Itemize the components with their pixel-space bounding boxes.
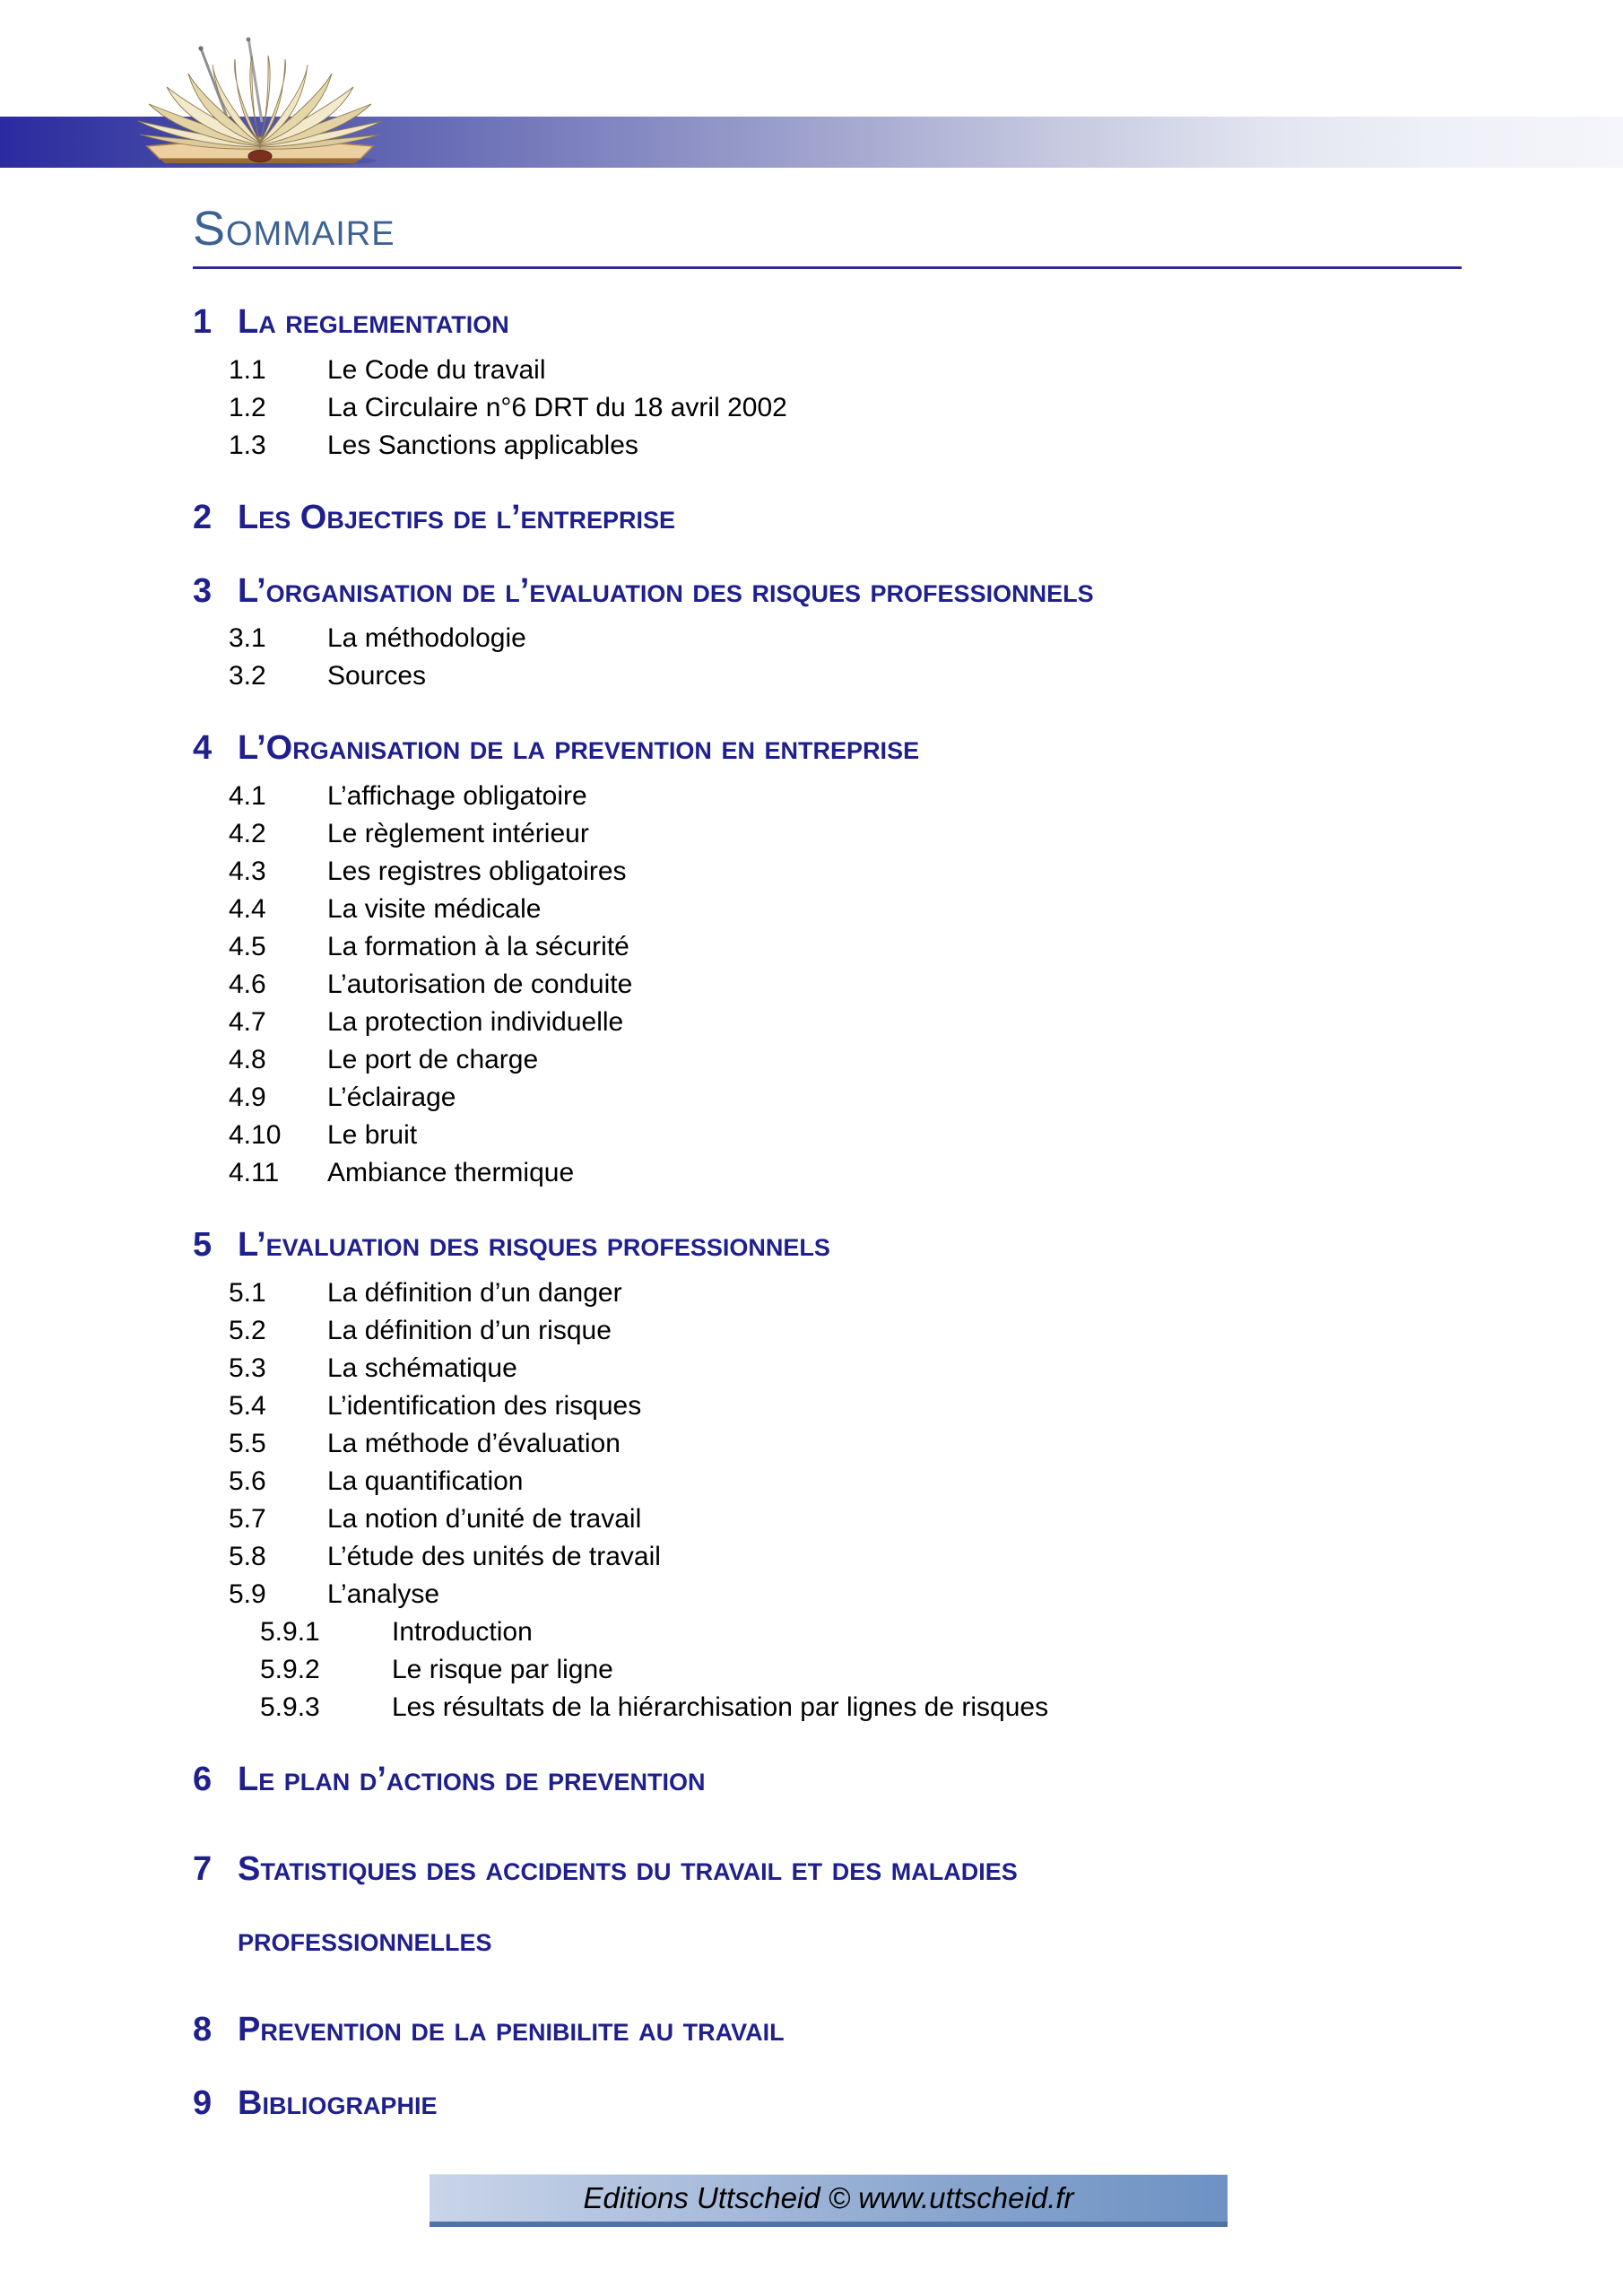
toc-item bbox=[193, 1274, 1462, 1312]
item-label: L’autorisation de conduite bbox=[327, 970, 633, 1000]
item-label: Introduction bbox=[392, 1616, 533, 1647]
section-title: L’organisation de l’evaluation des risques professionnels bbox=[238, 571, 1094, 610]
section-heading bbox=[193, 1226, 1462, 1265]
toc-section bbox=[193, 572, 1462, 696]
toc-item bbox=[193, 1041, 1462, 1079]
item-label: Le règlement intérieur bbox=[327, 819, 589, 849]
toc-item bbox=[193, 1538, 1462, 1576]
section-heading bbox=[193, 2084, 1462, 2124]
toc-item bbox=[193, 1117, 1462, 1154]
item-label: La Circulaire n°6 DRT du 18 avril 2002 bbox=[327, 393, 787, 423]
toc-item bbox=[193, 1576, 1462, 1613]
item-label: L’éclairage bbox=[327, 1083, 456, 1113]
toc-section bbox=[193, 1834, 1462, 1978]
item-number: 4.5 bbox=[229, 932, 266, 962]
item-label: Le Code du travail bbox=[327, 355, 546, 386]
section-heading bbox=[193, 572, 1462, 612]
item-number: 5.8 bbox=[229, 1541, 266, 1571]
section-heading bbox=[193, 2011, 1462, 2050]
item-number: 4.4 bbox=[229, 894, 266, 925]
item-number: 3.2 bbox=[229, 661, 266, 691]
item-label: La visite médicale bbox=[327, 894, 542, 925]
footer-bar bbox=[430, 2174, 1228, 2227]
toc-item bbox=[193, 1463, 1462, 1500]
toc-item-list bbox=[193, 778, 1462, 1192]
toc-item bbox=[193, 620, 1462, 657]
section-title: L’Organisation de la prevention en entreprise bbox=[238, 729, 920, 768]
toc-item bbox=[193, 1004, 1462, 1041]
item-label: Ambiance thermique bbox=[327, 1158, 575, 1188]
toc-item bbox=[193, 1500, 1462, 1538]
item-number: 3.1 bbox=[229, 623, 266, 654]
section-number: 6 bbox=[193, 1760, 213, 1798]
toc-item bbox=[193, 966, 1462, 1004]
toc-item bbox=[193, 1651, 1462, 1689]
section-heading bbox=[193, 729, 1462, 769]
item-label: Les registres obligatoires bbox=[327, 857, 627, 887]
item-label: La quantification bbox=[327, 1465, 524, 1496]
section-number: 7 bbox=[193, 1849, 213, 1888]
toc-item bbox=[193, 1350, 1462, 1387]
section-number: 3 bbox=[193, 571, 213, 610]
item-number: 1.2 bbox=[229, 393, 266, 423]
toc-item bbox=[193, 389, 1462, 427]
section-number: 8 bbox=[193, 2011, 213, 2049]
item-label: Les Sanctions applicables bbox=[327, 430, 638, 461]
item-number: 4.11 bbox=[229, 1158, 280, 1188]
item-label: La méthode d’évaluation bbox=[327, 1428, 621, 1458]
section-heading bbox=[193, 303, 1462, 343]
item-label: Les résultats de la hiérarchisation par lignes de risques bbox=[392, 1692, 1049, 1722]
item-number: 5.9 bbox=[229, 1578, 266, 1609]
toc-section bbox=[193, 499, 1462, 538]
item-label: L’étude des unités de travail bbox=[327, 1541, 661, 1571]
item-label: L’identification des risques bbox=[327, 1390, 642, 1421]
toc-item bbox=[193, 1613, 1462, 1651]
section-title: Le plan d’actions de prevention bbox=[238, 1760, 706, 1798]
toc-item-list bbox=[193, 1274, 1462, 1726]
toc-item bbox=[193, 928, 1462, 966]
item-label: La méthodologie bbox=[327, 623, 526, 654]
item-number: 5.9.1 bbox=[260, 1616, 320, 1647]
section-number: 2 bbox=[193, 499, 213, 537]
section-number: 4 bbox=[193, 729, 213, 768]
section-heading bbox=[193, 1834, 1462, 1978]
toc-section bbox=[193, 729, 1462, 1192]
section-title: Bibliographie bbox=[238, 2083, 438, 2122]
toc-item bbox=[193, 778, 1462, 815]
item-number: 1.3 bbox=[229, 430, 266, 461]
toc-item bbox=[193, 1425, 1462, 1463]
toc-item bbox=[193, 1312, 1462, 1350]
section-number: 5 bbox=[193, 1226, 213, 1265]
section-title: L’evaluation des risques professionnels bbox=[238, 1226, 830, 1265]
item-number: 5.4 bbox=[229, 1390, 266, 1421]
toc-item bbox=[193, 1387, 1462, 1425]
toc-section bbox=[193, 1226, 1462, 1726]
item-label: La formation à la sécurité bbox=[327, 932, 629, 962]
item-label: Le port de charge bbox=[327, 1045, 539, 1075]
toc-item bbox=[193, 427, 1462, 465]
toc-item bbox=[193, 853, 1462, 891]
section-heading bbox=[193, 1761, 1462, 1800]
toc-item-list bbox=[193, 352, 1462, 465]
toc-item bbox=[193, 815, 1462, 853]
item-label: La schématique bbox=[327, 1352, 517, 1383]
item-label: La protection individuelle bbox=[327, 1007, 624, 1038]
toc-item bbox=[193, 1689, 1462, 1726]
item-number: 4.7 bbox=[229, 1007, 266, 1038]
item-number: 1.1 bbox=[229, 355, 266, 386]
toc-section bbox=[193, 2084, 1462, 2124]
toc-item bbox=[193, 1079, 1462, 1117]
item-label: La notion d’unité de travail bbox=[327, 1503, 642, 1534]
section-title: Les Objectifs de l’entreprise bbox=[238, 499, 676, 537]
open-book-image bbox=[126, 32, 395, 174]
item-number: 5.5 bbox=[229, 1428, 266, 1458]
toc bbox=[193, 303, 1462, 2123]
section-number: 1 bbox=[193, 303, 213, 342]
toc-item bbox=[193, 352, 1462, 389]
item-number: 5.9.2 bbox=[260, 1654, 320, 1684]
item-number: 4.6 bbox=[229, 970, 266, 1000]
toc-item bbox=[193, 657, 1462, 695]
item-label: Le risque par ligne bbox=[392, 1654, 613, 1684]
page-title: Sommaire bbox=[193, 202, 395, 256]
item-label: L’analyse bbox=[327, 1578, 440, 1609]
item-number: 4.10 bbox=[229, 1120, 282, 1151]
item-number: 4.1 bbox=[229, 781, 266, 812]
item-number: 5.2 bbox=[229, 1315, 266, 1345]
item-number: 4.9 bbox=[229, 1083, 266, 1113]
section-heading bbox=[193, 499, 1462, 538]
title-rule bbox=[193, 266, 1462, 269]
item-number: 5.1 bbox=[229, 1277, 266, 1308]
toc-section bbox=[193, 2011, 1462, 2050]
footer-text: Editions Uttscheid © www.uttscheid.fr bbox=[583, 2181, 1074, 2214]
section-title: Statistiques des accidents du travail et des maladies professionnelles bbox=[238, 1849, 1018, 1960]
section-title: Prevention de la penibilite au travail bbox=[238, 2011, 785, 2049]
section-number: 9 bbox=[193, 2083, 213, 2122]
toc-section bbox=[193, 1761, 1462, 1800]
item-number: 5.6 bbox=[229, 1465, 266, 1496]
toc-item bbox=[193, 891, 1462, 928]
toc-section bbox=[193, 303, 1462, 465]
item-label: La définition d’un danger bbox=[327, 1277, 622, 1308]
item-label: Le bruit bbox=[327, 1120, 418, 1151]
item-number: 5.3 bbox=[229, 1352, 266, 1383]
content-column bbox=[193, 203, 1462, 2123]
item-number: 4.2 bbox=[229, 819, 266, 849]
item-number: 5.7 bbox=[229, 1503, 266, 1534]
open-book-icon bbox=[126, 32, 395, 174]
item-number: 5.9.3 bbox=[260, 1692, 320, 1722]
item-label: L’affichage obligatoire bbox=[327, 781, 587, 812]
item-label: Sources bbox=[327, 661, 427, 691]
item-label: La définition d’un risque bbox=[327, 1315, 612, 1345]
toc-item bbox=[193, 1154, 1462, 1192]
item-number: 4.8 bbox=[229, 1045, 266, 1075]
toc-item-list bbox=[193, 620, 1462, 695]
item-number: 4.3 bbox=[229, 857, 266, 887]
section-title: La reglementation bbox=[238, 303, 509, 342]
